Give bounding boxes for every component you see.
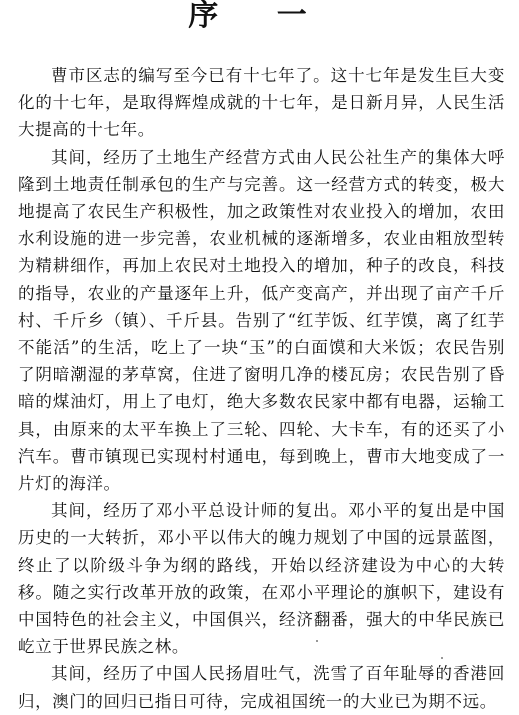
- paragraph-1: 曹市区志的编写至今已有十七年了。这十七年是发生巨大变化的十七年，是取得辉煌成就的十七年，是日新月异，人民生活大提高的十七年。: [18, 66, 505, 140]
- paragraph-4: 其间，经历了中国人民扬眉吐气，洗雪了百年耻辱的香港回归，澳门的回归已指日可待，完成祖国统一的大业已为期不远。: [18, 664, 505, 711]
- page-title: 序 一: [188, 0, 331, 33]
- scan-speck: [441, 657, 443, 659]
- paragraph-2: 其间，经历了土地生产经营方式由人民公社生产的集体大呼隆到土地责任制承包的生产与完善。这一经营方式的转变，极大地提高了农民生产积极性，加之政策性对农业投入的增加，农田水利设施的进一步完善，农业机械的逐渐增多，农业由粗放型转为精耕细作，再加上农民对土地投入的增加，种子的改良，科技的指导，农业的产量逐年上升，低产变高产，并出现了亩产千斤村、千斤乡（镇）、千斤县。告别了“红芋饭、红芋馍，离了红芋不能活”的生活，吃上了一块“玉”的白面馍和大米饭；农民告别了阴暗潮湿的茅草窝，住进了窗明几净的楼瓦房；农民告别了昏暗的煤油灯，用上了电灯，绝大多数农民家中都有电器，运输工具，由原来的太平车换上了三轮、四轮、大卡车，有的还买了小汽车。曹市镇现已实现村村通电，每到晚上，曹市大地变成了一片灯的海洋。: [18, 147, 505, 494]
- paragraph-3: 其间，经历了邓小平总设计师的复出。邓小平的复出是中国历史的一大转折，邓小平以伟大的魄力规划了中国的远景蓝图，终止了以阶级斗争为纲的路线，开始以经济建设为中心的大转移。随之实行改革开放的政策，在邓小平理论的旗帜下，建设有中国特色的社会主义，中国俱兴，经济翻番，强大的中华民族已屹立于世界民族之林。: [18, 501, 505, 657]
- document-body: [18, 62, 505, 715]
- scan-speck: [316, 640, 318, 642]
